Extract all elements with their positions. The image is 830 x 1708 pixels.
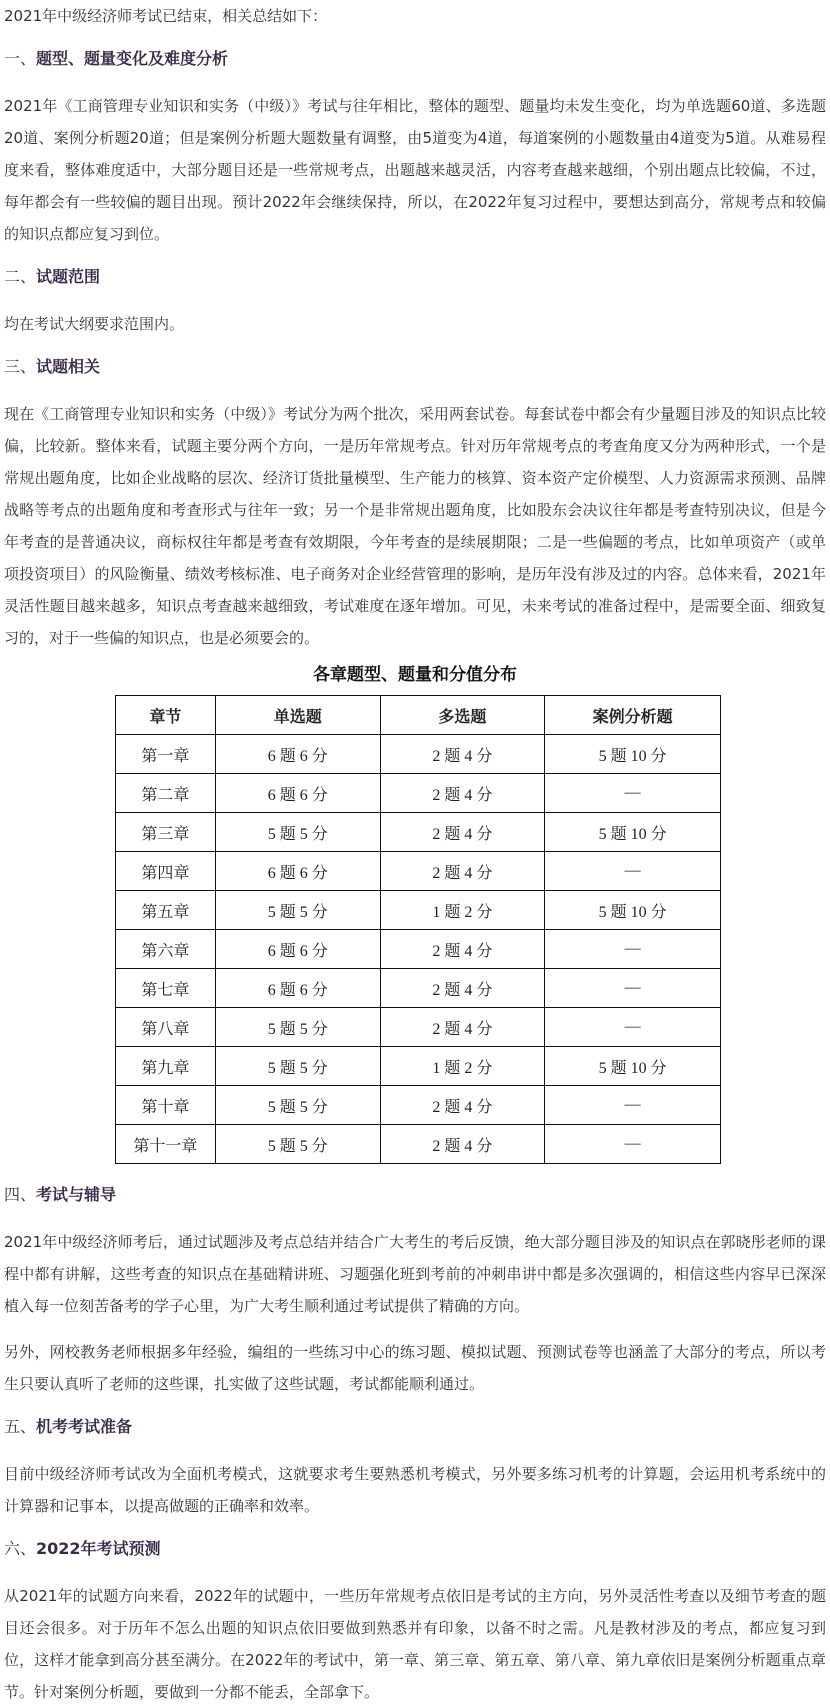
chapter-distribution-table [115,695,721,1164]
cell-chapter: 第五章 [116,891,216,930]
header-single-choice: 单选题 [215,696,380,735]
cell-multiple: 2 题 4 分 [380,852,545,891]
section-title: 试题相关 [36,357,101,376]
cell-single: 6 题 6 分 [215,969,380,1008]
cell-chapter: 第八章 [116,1008,216,1047]
cell-case: 5 题 10 分 [545,735,721,774]
cell-single: 5 题 5 分 [215,813,380,852]
section-5-paragraph: 目前中级经济师考试改为全面机考模式，这就要求考生要熟悉机考模式，另外要多练习机考的计算题，会运用机考系统中的计算器和记事本，以提高做题的正确率和效率。 [4,1465,826,1515]
cell-single: 5 题 5 分 [215,1047,380,1086]
cell-single: 5 题 5 分 [215,1125,380,1164]
table-row [116,813,721,852]
section-number: 三、 [4,357,37,376]
cell-chapter: 第六章 [116,930,216,969]
section-heading-4 [4,1182,826,1208]
table-row [116,891,721,930]
section-heading-5 [4,1414,826,1440]
table-title: 各章题型、题量和分值分布 [313,665,517,685]
table-row [116,852,721,891]
cell-single: 6 题 6 分 [215,930,380,969]
section-number: 六、 [4,1539,37,1558]
section-1-paragraph: 2021年《工商管理专业知识和实务（中级）》考试与往年相比，整体的题型、题量均未发生变化，均为单选题60道、多选题20道、案例分析题20道；但是案例分析题大题数量有调整，由5道变为4道，每道案例的小题数量由4道变为5道。从难易程度来看，整体难度适中，大部分题目还是一些常规考点，出题越来越灵活，内容考查越来越细，个别出题点比较偏，不过，每年都会有一些较偏的题目出现。预计2022年会继续保持，所以，在2022年复习过程中，要想达到高分，常规考点和较偏的知识点都应复习到位。 [4,97,826,243]
cell-single: 6 题 6 分 [215,852,380,891]
table-row [116,1125,721,1164]
cell-multiple: 1 题 2 分 [380,891,545,930]
table-row [116,969,721,1008]
section-heading-1 [4,46,826,72]
cell-multiple: 2 题 4 分 [380,1125,545,1164]
section-heading-2 [4,264,826,290]
cell-chapter: 第十章 [116,1086,216,1125]
cell-single: 5 题 5 分 [215,1008,380,1047]
section-number: 一、 [4,49,37,68]
section-heading-6 [4,1536,826,1562]
section-4-paragraph-1: 2021年中级经济师考后，通过试题涉及考点总结并结合广大考生的考后反馈，绝大部分题目涉及的知识点在郭晓彤老师的课程中都有讲解，这些考查的知识点在基础精讲班、习题强化班到考前的冲刺串讲中都是多次强调的，相信这些内容早已深深植入每一位刻苦备考的学子心里，为广大考生顺利通过考试提供了精确的方向。 [4,1233,826,1315]
header-case-analysis: 案例分析题 [545,696,721,735]
cell-case: — [545,1086,721,1125]
cell-multiple: 2 题 4 分 [380,774,545,813]
cell-chapter: 第十一章 [116,1125,216,1164]
section-number: 四、 [4,1185,37,1204]
section-title: 试题范围 [36,267,101,286]
section-2-paragraph: 均在考试大纲要求范围内。 [4,315,185,333]
section-number: 五、 [4,1417,37,1436]
cell-case: — [545,1008,721,1047]
cell-multiple: 2 题 4 分 [380,969,545,1008]
cell-chapter: 第四章 [116,852,216,891]
cell-single: 6 题 6 分 [215,774,380,813]
section-heading-3 [4,354,826,380]
section-number: 二、 [4,267,37,286]
intro-text: 2021年中级经济师考试已结束，相关总结如下： [4,7,328,25]
table-row [116,774,721,813]
table-row [116,1008,721,1047]
section-title: 机考考试准备 [36,1417,133,1436]
cell-single: 5 题 5 分 [215,1086,380,1125]
section-title: 题型、题量变化及难度分析 [36,49,229,68]
cell-chapter: 第九章 [116,1047,216,1086]
cell-case: — [545,852,721,891]
cell-single: 5 题 5 分 [215,891,380,930]
cell-multiple: 1 题 2 分 [380,1047,545,1086]
cell-chapter: 第二章 [116,774,216,813]
cell-multiple: 2 题 4 分 [380,813,545,852]
cell-case: 5 题 10 分 [545,891,721,930]
cell-case: 5 题 10 分 [545,813,721,852]
section-6-paragraph: 从2021年的试题方向来看，2022年的试题中，一些历年常规考点依旧是考试的主方向，另外灵活性考查以及细节考查的题目还会很多。对于历年不怎么出题的知识点依旧要做到熟悉并有印象，以备不时之需。凡是教材涉及的考点，都应复习到位，这样才能拿到高分甚至满分。在2022年的考试中，第一章、第三章、第五章、第八章、第九章依旧是案例分析题重点章节。针对案例分析题，要做到一分都不能丢，全部拿下。 [4,1587,826,1701]
table-row [116,1047,721,1086]
cell-multiple: 2 题 4 分 [380,1086,545,1125]
cell-case: — [545,969,721,1008]
section-title: 考试与辅导 [36,1185,117,1204]
cell-case: — [545,1125,721,1164]
section-title: 2022年考试预测 [36,1539,161,1558]
section-4-paragraph-2: 另外，网校教务老师根据多年经验，编组的一些练习中心的练习题、模拟试题、预测试卷等也涵盖了大部分的考点，所以考生只要认真听了老师的这些课，扎实做了这些试题，考试都能顺利通过。 [4,1343,826,1393]
cell-case: 5 题 10 分 [545,1047,721,1086]
header-multiple-choice: 多选题 [380,696,545,735]
section-3-paragraph: 现在《工商管理专业知识和实务（中级）》考试分为两个批次，采用两套试卷。每套试卷中都会有少量题目涉及的知识点比较偏，比较新。整体来看，试题主要分两个方向，一是历年常规考点。针对历年常规考点的考查角度又分为两种形式，一个是常规出题角度，比如企业战略的层次、经济订货批量模型、生产能力的核算、资本资产定价模型、人力资源需求预测、品牌战略等考点的出题角度和考查形式与往年一致；另一个是非常规出题角度，比如股东会决议往年都是考查特别决议，但是今年考查的是普通决议，商标权往年都是考查有效期限，今年考查的是续展期限；二是一些偏题的考点，比如单项资产（或单项投资项目）的风险衡量、绩效考核标准、电子商务对企业经营管理的影响，是历年没有涉及过的内容。总体来看，2021年灵活性题目越来越多，知识点考查越来越细致，考试难度在逐年增加。可见，未来考试的准备过程中，是需要全面、细致复习的，对于一些偏的知识点，也是必须要会的。 [4,405,826,647]
table-row [116,930,721,969]
cell-single: 6 题 6 分 [215,735,380,774]
header-chapter: 章节 [116,696,216,735]
cell-case: — [545,930,721,969]
cell-chapter: 第七章 [116,969,216,1008]
table-row [116,735,721,774]
cell-multiple: 2 题 4 分 [380,930,545,969]
cell-multiple: 2 题 4 分 [380,735,545,774]
table-row [116,1086,721,1125]
cell-case: — [545,774,721,813]
cell-chapter: 第一章 [116,735,216,774]
cell-chapter: 第三章 [116,813,216,852]
cell-multiple: 2 题 4 分 [380,1008,545,1047]
table-header-row [116,696,721,735]
